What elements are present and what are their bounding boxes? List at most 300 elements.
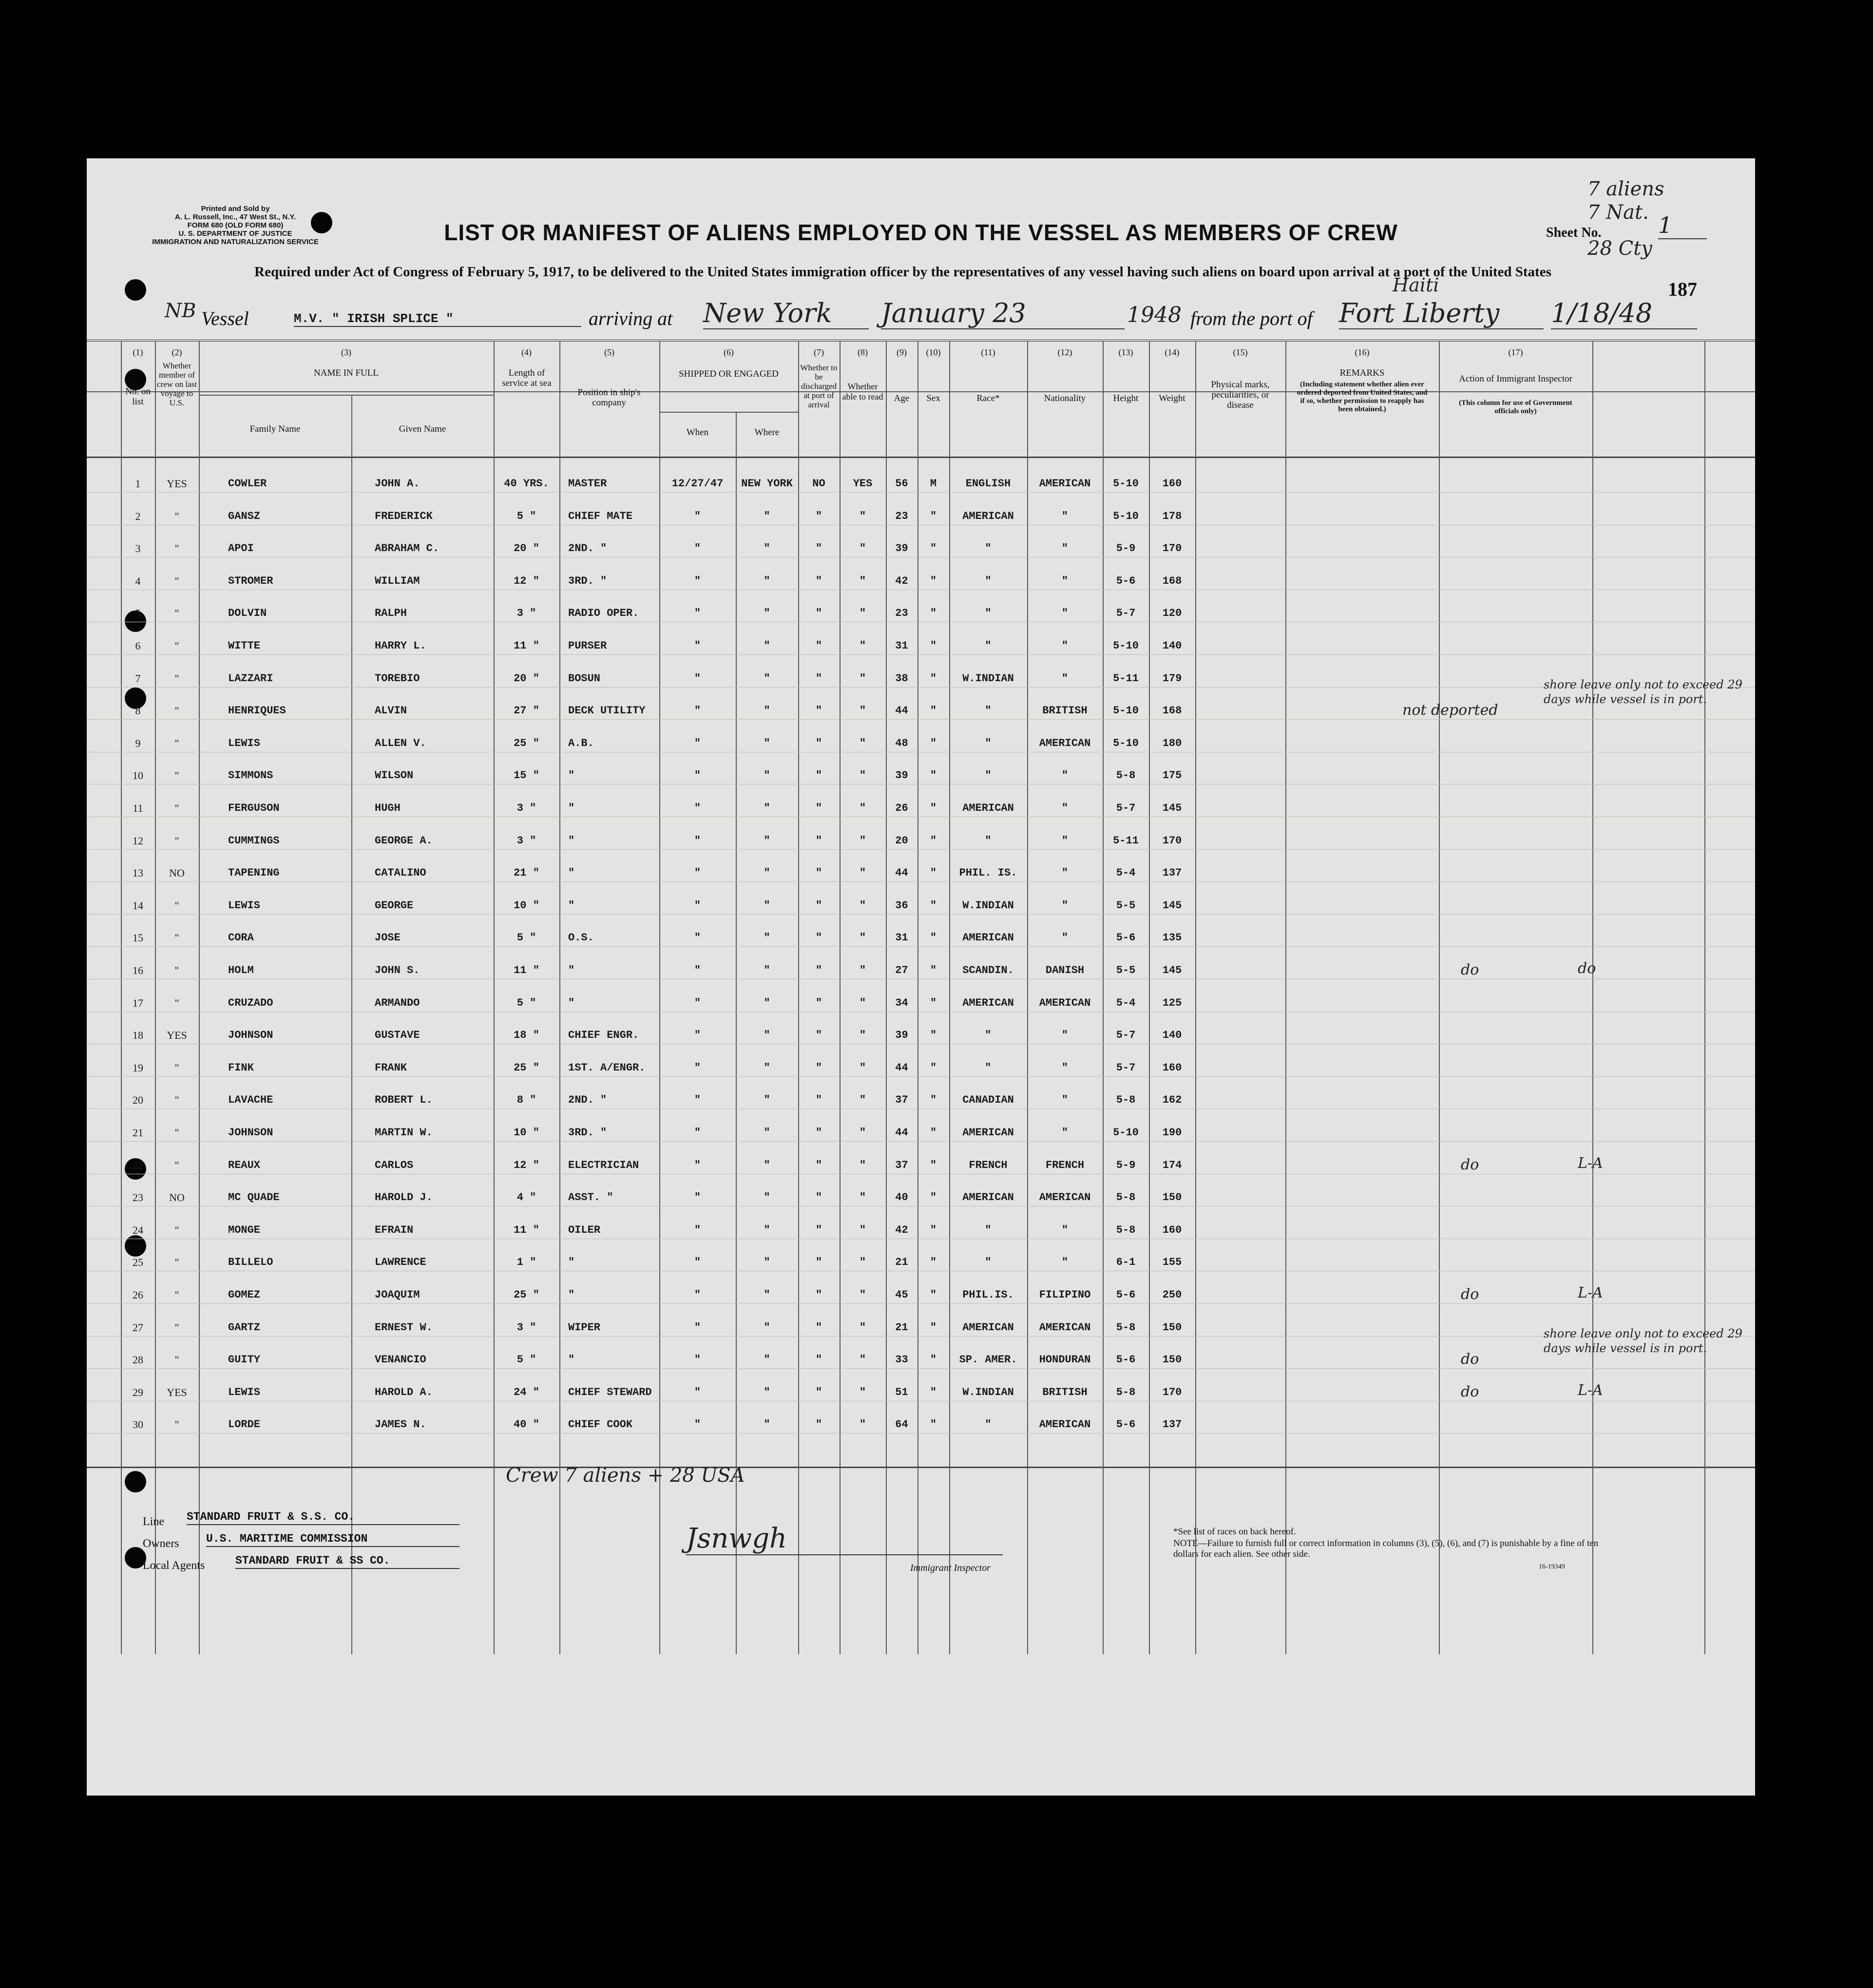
cell-nationality: AMERICAN (1039, 1191, 1091, 1204)
cell-list-number: 1 (135, 478, 141, 490)
cell-discharged: " (815, 867, 822, 879)
cell-shipped-when: " (694, 1224, 701, 1236)
cell-weight: 168 (1162, 575, 1182, 587)
punch-hole (125, 1471, 146, 1492)
cell-weight: 140 (1162, 640, 1182, 652)
cell-family-name: LAVACHE (228, 1094, 273, 1106)
cell-height: 5-10 (1113, 1127, 1139, 1139)
cell-inspector-action: do (1578, 960, 1596, 977)
vessel-name: M.V. " IRISH SPLICE " (294, 311, 581, 327)
cell-height: 5-8 (1116, 1224, 1136, 1236)
cell-position: 3RD. " (568, 575, 607, 587)
header-able-to-read: Whether able to read (842, 382, 883, 401)
cell-discharged: " (815, 1289, 822, 1301)
cell-discharged: " (815, 1418, 822, 1431)
cell-weight: 140 (1162, 1029, 1182, 1041)
cell-service-length: 25 " (514, 1062, 539, 1074)
cell-weight: 250 (1162, 1289, 1182, 1301)
cell-given-name: WILSON (375, 769, 414, 782)
cell-shipped-where: " (764, 607, 770, 619)
cell-shipped-when: " (694, 1094, 701, 1106)
cell-age: 27 (895, 964, 908, 976)
cell-height: 5-7 (1116, 1029, 1136, 1041)
cell-able-to-read: " (859, 705, 866, 717)
cell-family-name: LEWIS (228, 1386, 261, 1398)
cell-able-to-read: " (859, 607, 866, 619)
cell-given-name: ABRAHAM C. (375, 542, 440, 554)
cell-last-voyage: " (174, 1062, 179, 1074)
cell-discharged: " (815, 737, 822, 749)
cell-race: " (985, 542, 992, 554)
cell-race: " (985, 737, 992, 749)
cell-discharged: " (815, 964, 822, 976)
cell-position: " (568, 802, 575, 814)
column-rule (1592, 341, 1593, 1654)
departure-date: 1/18/48 (1551, 298, 1697, 329)
cell-height: 5-8 (1116, 769, 1136, 782)
cell-height: 6-1 (1116, 1256, 1136, 1268)
page-number: 187 (1668, 278, 1697, 300)
cell-age: 36 (895, 899, 908, 912)
cell-shipped-where: " (764, 802, 770, 814)
cell-family-name: DOLVIN (228, 607, 267, 619)
cell-weight: 160 (1162, 1224, 1182, 1236)
cell-height: 5-10 (1113, 705, 1139, 717)
cell-last-voyage: NO (169, 867, 185, 879)
cell-list-number: 13 (133, 867, 143, 879)
cell-age: 37 (895, 1094, 908, 1106)
cell-weight: 180 (1162, 737, 1182, 749)
cell-sex: " (930, 1127, 937, 1139)
inspector-label: Immigrant Inspector (910, 1563, 991, 1573)
cell-list-number: 17 (133, 997, 143, 1009)
cell-able-to-read: " (859, 640, 866, 652)
cell-sex: " (930, 964, 937, 976)
cell-family-name: APOI (228, 542, 254, 554)
cell-shipped-where: " (764, 640, 770, 652)
header-shipped-engaged: SHIPPED OR ENGAGED (679, 369, 779, 379)
cell-able-to-read: " (859, 1062, 866, 1074)
cell-family-name: SIMMONS (228, 769, 273, 782)
arrival-year: 1948 (1127, 303, 1182, 327)
cell-nationality: " (1061, 769, 1069, 782)
cell-list-number: 21 (133, 1127, 143, 1139)
cell-able-to-read: " (859, 997, 866, 1009)
cell-service-length: 3 " (516, 607, 536, 619)
subheader-rule (659, 412, 798, 413)
cell-family-name: TAPENING (228, 867, 280, 879)
cell-shipped-where: " (764, 1127, 770, 1139)
cell-nationality: BRITISH (1042, 1386, 1088, 1398)
cell-height: 5-10 (1113, 478, 1139, 490)
cell-sex: " (930, 1386, 937, 1398)
cell-family-name: REAUX (228, 1159, 261, 1171)
cell-discharged: " (815, 997, 822, 1009)
cell-weight: 175 (1162, 769, 1182, 782)
cell-nationality: " (1061, 1062, 1069, 1074)
cell-sex: " (930, 575, 937, 587)
cell-sex: " (930, 932, 937, 944)
cell-weight: 137 (1162, 867, 1182, 879)
cell-race: AMERICAN (962, 510, 1014, 522)
cell-age: 23 (895, 607, 908, 619)
cell-discharged: " (815, 1127, 822, 1139)
cell-able-to-read: " (859, 542, 866, 554)
cell-race: " (985, 835, 992, 847)
cell-age: 40 (895, 1191, 908, 1204)
cell-position: PURSER (568, 640, 607, 652)
cell-last-voyage: " (174, 1321, 179, 1334)
cell-race: AMERICAN (962, 1127, 1014, 1139)
cell-sex: " (930, 1224, 937, 1236)
cell-list-number: 26 (133, 1289, 143, 1301)
cell-race: AMERICAN (962, 802, 1014, 814)
cell-discharged: " (815, 769, 822, 782)
column-number: (16) (1355, 347, 1370, 357)
cell-sex: " (930, 769, 937, 782)
cell-last-voyage: " (174, 510, 179, 522)
cell-given-name: FRANK (375, 1062, 407, 1074)
cell-race: " (985, 1256, 992, 1268)
cell-discharged: " (815, 575, 822, 587)
cell-able-to-read: " (859, 769, 866, 782)
cell-weight: 170 (1162, 1386, 1182, 1398)
cell-race: AMERICAN (962, 932, 1014, 944)
cell-discharged: " (815, 1256, 822, 1268)
cell-height: 5-4 (1116, 997, 1136, 1009)
cell-sex: " (930, 1321, 937, 1334)
cell-given-name: CATALINO (375, 867, 426, 879)
cell-nationality: " (1061, 542, 1069, 554)
cell-weight: 150 (1162, 1354, 1182, 1366)
cell-discharged: " (815, 542, 822, 554)
row-rule (87, 719, 1755, 720)
cell-remarks: not deported (1402, 702, 1498, 719)
cell-last-voyage: " (174, 1127, 179, 1139)
cell-last-voyage: " (174, 705, 179, 717)
cell-service-length: 20 " (514, 542, 539, 554)
cell-last-voyage: " (174, 1094, 179, 1106)
cell-last-voyage: " (174, 1224, 179, 1236)
printer-imprint: Printed and Sold by A. L. Russell, Inc., 47 West St., N.Y. FORM 680 (OLD FORM 680) U. S. DEPARTMENT OF JUSTICE IMMIGRATION AND NATURALIZATION SERVICE (152, 205, 319, 246)
cell-shipped-when: " (694, 802, 701, 814)
cell-last-voyage: " (174, 997, 179, 1009)
cell-service-length: 25 " (514, 737, 539, 749)
cell-position: DECK UTILITY (568, 705, 646, 717)
cell-shipped-when: " (694, 575, 701, 587)
header-remarks: REMARKS (1339, 368, 1385, 378)
cell-shipped-where: " (764, 575, 770, 587)
cell-age: 42 (895, 1224, 908, 1236)
page-subtitle: Required under Act of Congress of February 5, 1917, to be delivered to the United States immigration officer by the representatives of any vessel having such aliens on board upon arrival at a port of the United States (254, 264, 1551, 280)
cell-weight: 179 (1162, 672, 1182, 685)
cell-height: 5-8 (1116, 1386, 1136, 1398)
cell-shipped-when: " (694, 1159, 701, 1171)
column-rule (1704, 341, 1705, 1654)
cell-able-to-read: " (859, 1224, 866, 1236)
cell-last-voyage: YES (167, 1386, 187, 1398)
cell-discharged: " (815, 1354, 822, 1366)
cell-able-to-read: YES (853, 478, 873, 490)
cell-discharged: " (815, 672, 822, 685)
header-race: Race* (976, 393, 1000, 403)
cell-able-to-read: " (859, 672, 866, 685)
header-position: Position in ship's company (577, 387, 641, 408)
cell-service-length: 40 YRS. (504, 478, 549, 490)
cell-service-length: 11 " (514, 964, 539, 976)
header-service-length: Length of service at sea (502, 368, 552, 388)
cell-sex: " (930, 1289, 937, 1301)
cell-discharged: " (815, 1224, 822, 1236)
cell-position: 2ND. " (568, 1094, 607, 1106)
cell-race: " (985, 705, 992, 717)
cell-list-number: 3 (135, 542, 141, 554)
cell-given-name: CARLOS (375, 1159, 414, 1171)
cell-age: 39 (895, 1029, 908, 1041)
cell-sex: " (930, 802, 937, 814)
cell-nationality: DANISH (1045, 964, 1085, 976)
cell-race: " (985, 575, 992, 587)
cell-position: ELECTRICIAN (568, 1159, 639, 1171)
cell-family-name: JOHNSON (228, 1127, 273, 1139)
cell-service-length: 3 " (516, 1321, 536, 1334)
cell-height: 5-6 (1116, 1289, 1136, 1301)
cell-height: 5-10 (1113, 737, 1139, 749)
cell-height: 5-7 (1116, 607, 1136, 619)
cell-list-number: 15 (133, 932, 143, 944)
cell-height: 5-7 (1116, 1062, 1136, 1074)
cell-family-name: WITTE (228, 640, 261, 652)
cell-service-length: 25 " (514, 1289, 539, 1301)
cell-list-number: 29 (133, 1386, 143, 1398)
cell-able-to-read: " (859, 510, 866, 522)
cell-remarks: do (1461, 1156, 1479, 1173)
cell-position: CHIEF STEWARD (568, 1386, 652, 1398)
cell-sex: " (930, 542, 937, 554)
row-rule (87, 687, 1755, 688)
cell-weight: 137 (1162, 1418, 1182, 1431)
cell-given-name: FREDERICK (375, 510, 433, 522)
vessel-label: Vessel (201, 307, 249, 329)
cell-shipped-when: " (694, 510, 701, 522)
cell-height: 5-8 (1116, 1191, 1136, 1204)
row-rule (87, 1336, 1755, 1337)
row-rule (87, 881, 1755, 882)
cell-shipped-when: " (694, 1191, 701, 1204)
cell-shipped-where: " (764, 997, 770, 1009)
row-rule (87, 1303, 1755, 1304)
cell-shipped-when: " (694, 997, 701, 1009)
cell-able-to-read: " (859, 802, 866, 814)
cell-last-voyage: " (174, 672, 179, 685)
cell-list-number: 24 (133, 1224, 143, 1236)
cell-family-name: HOLM (228, 964, 254, 976)
row-rule (87, 654, 1755, 655)
cell-shipped-when: " (694, 899, 701, 912)
cell-given-name: ERNEST W. (375, 1321, 433, 1334)
cell-last-voyage: YES (167, 1029, 187, 1041)
header-discharged: Whether to be discharged at port of arrival (800, 363, 838, 409)
cell-weight: 160 (1162, 478, 1182, 490)
cell-shipped-where: " (764, 1029, 770, 1041)
header-shipped-where: Where (754, 427, 780, 438)
arriving-port: New York (703, 298, 869, 329)
cell-family-name: BILLELO (228, 1256, 273, 1268)
cell-age: 39 (895, 769, 908, 782)
cell-shipped-when: " (694, 1386, 701, 1398)
cell-nationality: " (1061, 640, 1069, 652)
cell-height: 5-6 (1116, 1354, 1136, 1366)
cell-family-name: LAZZARI (228, 672, 273, 685)
cell-sex: " (930, 1256, 937, 1268)
cell-list-number: 27 (133, 1321, 143, 1334)
cell-shipped-where: " (764, 1321, 770, 1334)
cell-shipped-when: " (694, 1029, 701, 1041)
cell-discharged: " (815, 1159, 822, 1171)
cell-shipped-when: " (694, 835, 701, 847)
cell-shipped-where: " (764, 867, 770, 879)
cell-family-name: CRUZADO (228, 997, 273, 1009)
cell-last-voyage: " (174, 835, 179, 847)
cell-given-name: HUGH (375, 802, 401, 814)
cell-service-length: 15 " (514, 769, 539, 782)
cell-discharged: " (815, 510, 822, 522)
cell-shipped-where: " (764, 1094, 770, 1106)
cell-able-to-read: " (859, 1029, 866, 1041)
header-nationality: Nationality (1044, 393, 1086, 403)
cell-given-name: ALLEN V. (375, 737, 426, 749)
header-sex: Sex (926, 393, 940, 403)
cell-sex: " (930, 997, 937, 1009)
column-number: (4) (521, 347, 532, 357)
cell-remarks: do (1461, 1286, 1479, 1303)
cell-last-voyage: " (174, 899, 179, 912)
column-number: (13) (1118, 347, 1133, 357)
cell-service-length: 10 " (514, 1127, 539, 1139)
cell-height: 5-7 (1116, 802, 1136, 814)
cell-race: W.INDIAN (962, 899, 1014, 912)
cell-race: FRENCH (969, 1159, 1008, 1171)
cell-shipped-when: " (694, 1256, 701, 1268)
cell-height: 5-11 (1113, 672, 1139, 685)
cell-height: 5-11 (1113, 835, 1139, 847)
row-rule (87, 1433, 1755, 1434)
column-number: (6) (724, 347, 734, 357)
cell-able-to-read: " (859, 1354, 866, 1366)
cell-list-number: 14 (133, 899, 143, 912)
header-remarks-note: (Including statement whether alien ever ordered deported from United States, and if so, whether permission to reapply has been obtained.) (1297, 381, 1428, 413)
cell-position: OILER (568, 1224, 601, 1236)
cell-list-number: 2 (135, 510, 141, 522)
cell-nationality: " (1061, 867, 1069, 879)
cell-shipped-where: " (764, 510, 770, 522)
cell-able-to-read: " (859, 964, 866, 976)
cell-shipped-when: " (694, 1289, 701, 1301)
cell-height: 5-6 (1116, 932, 1136, 944)
agents-value: STANDARD FRUIT & SS CO. (235, 1554, 459, 1569)
cell-able-to-read: " (859, 1289, 866, 1301)
cell-shipped-when: " (694, 737, 701, 749)
cell-given-name: ALVIN (375, 705, 407, 717)
corner-note: 7 Nat. (1587, 201, 1649, 224)
column-number: (9) (897, 347, 907, 357)
cell-height: 5-9 (1116, 542, 1136, 554)
cell-able-to-read: " (859, 737, 866, 749)
cell-given-name: TOREBIO (375, 672, 420, 685)
cell-list-number: 8 (135, 705, 141, 717)
cell-nationality: HONDURAN (1039, 1354, 1091, 1366)
cell-position: 3RD. " (568, 1127, 607, 1139)
cell-sex: " (930, 1159, 937, 1171)
cell-discharged: " (815, 899, 822, 912)
cell-weight: 170 (1162, 542, 1182, 554)
corner-note: 28 Cty (1587, 237, 1652, 260)
inspector-signature: Jsnwgh (686, 1523, 1003, 1555)
cell-sex: " (930, 1062, 937, 1074)
cell-shipped-when: " (694, 769, 701, 782)
cell-inspector-action: shore leave only not to exceed 29 days while vessel is in port. (1544, 1327, 1742, 1355)
cell-nationality: " (1061, 1127, 1069, 1139)
cell-age: 48 (895, 737, 908, 749)
cell-able-to-read: " (859, 1418, 866, 1431)
cell-age: 21 (895, 1256, 908, 1268)
corner-note: 7 aliens (1587, 178, 1664, 200)
sheet-number: 1 (1658, 212, 1707, 239)
cell-service-length: 24 " (514, 1386, 539, 1398)
cell-age: 44 (895, 1062, 908, 1074)
cell-race: PHIL.IS. (962, 1289, 1014, 1301)
column-number: (8) (858, 347, 868, 357)
cell-able-to-read: " (859, 1094, 866, 1106)
cell-last-voyage: " (174, 769, 179, 782)
cell-able-to-read: " (859, 867, 866, 879)
cell-age: 44 (895, 867, 908, 879)
cell-shipped-when: " (694, 607, 701, 619)
cell-shipped-where: " (764, 899, 770, 912)
agents-label: Local Agents (143, 1559, 205, 1572)
from-port-note: Haiti (1393, 274, 1439, 296)
cell-shipped-when: " (694, 964, 701, 976)
cell-given-name: RALPH (375, 607, 407, 619)
cell-service-length: 12 " (514, 1159, 539, 1171)
cell-age: 51 (895, 1386, 908, 1398)
table-top-rule (87, 340, 1755, 342)
cell-inspector-action: L-A (1578, 1284, 1603, 1301)
cell-height: 5-6 (1116, 575, 1136, 587)
cell-able-to-read: " (859, 575, 866, 587)
column-number: (2) (172, 347, 182, 357)
cell-discharged: " (815, 705, 822, 717)
column-number: (15) (1233, 347, 1248, 357)
cell-shipped-where: NEW YORK (741, 478, 793, 490)
cell-position: " (568, 1289, 575, 1301)
cell-able-to-read: " (859, 835, 866, 847)
cell-sex: " (930, 510, 937, 522)
cell-service-length: 3 " (516, 802, 536, 814)
cell-list-number: 23 (133, 1191, 143, 1204)
cell-race: SP. AMER. (959, 1354, 1017, 1366)
cell-weight: 190 (1162, 1127, 1182, 1139)
cell-sex: M (930, 478, 937, 490)
cell-able-to-read: " (859, 932, 866, 944)
cell-given-name: JAMES N. (375, 1418, 426, 1431)
table-body-rule (87, 457, 1755, 458)
cell-given-name: HAROLD A. (375, 1386, 433, 1398)
cell-nationality: AMERICAN (1039, 1418, 1091, 1431)
cell-service-length: 3 " (516, 835, 536, 847)
cell-height: 5-4 (1116, 867, 1136, 879)
cell-remarks: do (1461, 961, 1479, 978)
